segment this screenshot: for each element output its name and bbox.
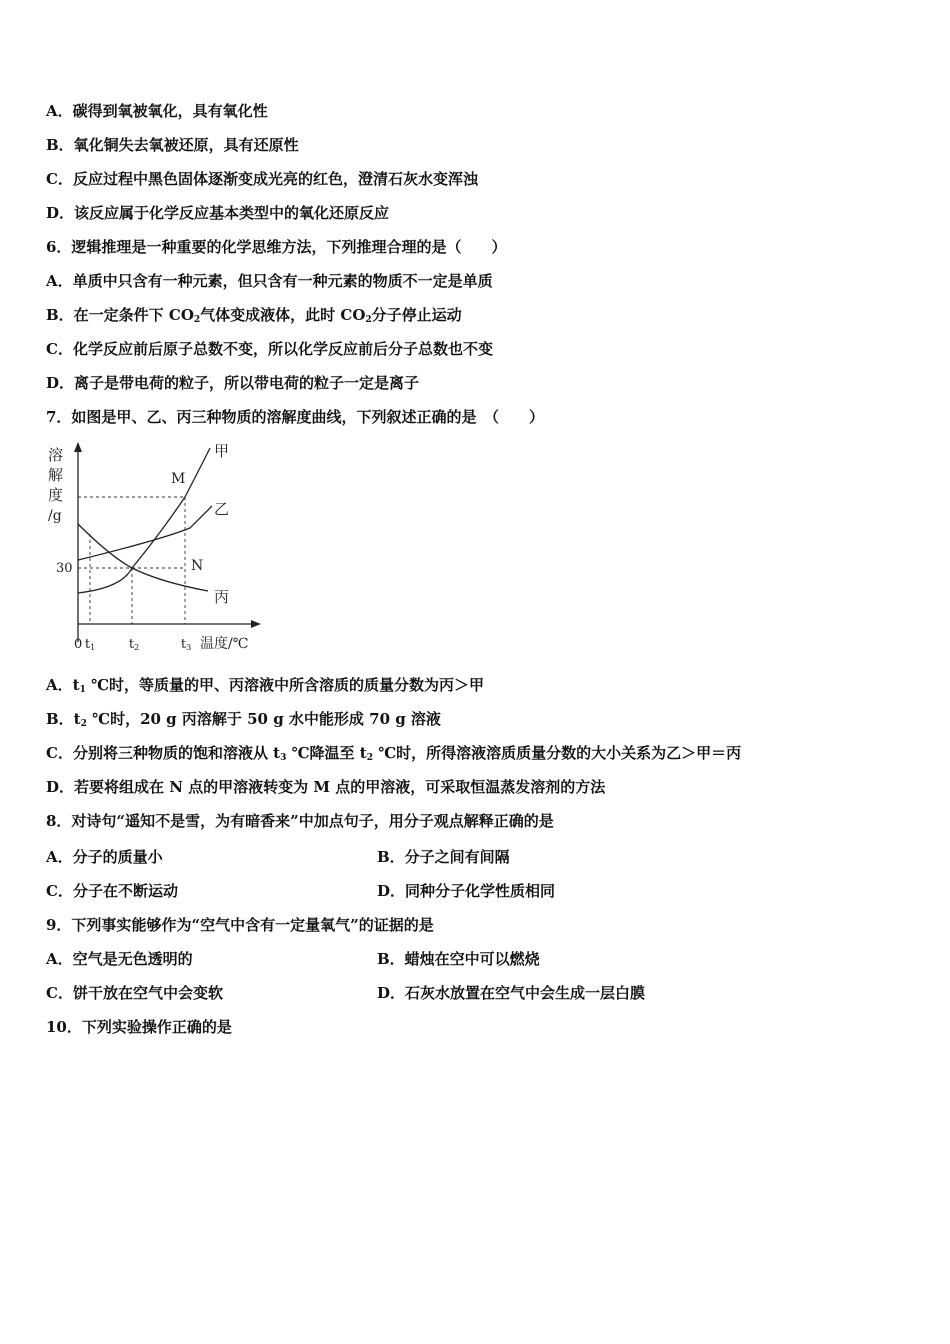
q6-option-d: D．离子是带电荷的粒子，所以带电荷的粒子一定是离子 xyxy=(46,374,420,392)
q8-option-d: D．同种分子化学性质相同 xyxy=(377,882,556,900)
point-label-m: M xyxy=(171,471,186,487)
q5-option-b: B．氧化铜失去氧被还原，具有还原性 xyxy=(46,136,299,154)
xtick-t1: t1 xyxy=(84,637,96,652)
q7-b-pre: B．t xyxy=(46,710,81,728)
q5-option-c: C．反应过程中黑色固体逐渐变成光亮的红色，澄清石灰水变浑浊 xyxy=(46,170,478,188)
q10-stem: 10．下列实验操作正确的是 xyxy=(46,1018,232,1036)
q6-b-post: 分子停止运动 xyxy=(371,306,462,324)
q7-c-sub1: 3 xyxy=(280,753,287,763)
q7-option-c xyxy=(46,743,741,768)
xlabel: 温度/℃ xyxy=(200,636,249,652)
q6-option-b xyxy=(46,305,462,330)
q7-c-mid: ℃降温至 t xyxy=(286,744,367,762)
ylabel-2: 度 xyxy=(48,486,64,504)
curve-bing xyxy=(78,524,208,591)
ylabel-1: 解 xyxy=(48,466,64,484)
q8-option-b: B．分子之间有间隔 xyxy=(377,848,510,866)
series-label-jia: 甲 xyxy=(214,442,230,460)
x-axis-arrow xyxy=(251,620,261,628)
q8-option-a: A．分子的质量小 xyxy=(46,848,163,866)
xtick-0: 0 xyxy=(74,637,83,652)
ylabel-3: /g xyxy=(48,508,62,524)
q7-c-sub2: 2 xyxy=(366,753,373,763)
q9-option-a: A．空气是无色透明的 xyxy=(46,950,193,968)
solubility-chart xyxy=(40,438,270,660)
series-label-yi: 乙 xyxy=(214,500,230,518)
q7-a-sub: 1 xyxy=(79,685,86,695)
q6-option-c: C．化学反应前后原子总数不变，所以化学反应前后分子总数也不变 xyxy=(46,340,493,358)
q6-b-mid: 气体变成液体，此时 CO xyxy=(200,306,366,324)
q5-option-a: A．碳得到氧被氧化，具有氧化性 xyxy=(46,102,268,120)
q7-c-pre: C．分别将三种物质的饱和溶液从 t xyxy=(46,744,281,762)
q7-a-pre: A．t xyxy=(46,676,80,694)
q9-stem: 9．下列事实能够作为“空气中含有一定量氧气”的证据的是 xyxy=(46,916,434,934)
q7-a-post: ℃时，等质量的甲、丙溶液中所含溶质的质量分数为丙＞甲 xyxy=(85,676,485,694)
q9-option-d: D．石灰水放置在空气中会生成一层白膜 xyxy=(377,984,646,1002)
y-axis-arrow xyxy=(74,442,82,452)
q5-option-d: D．该反应属于化学反应基本类型中的氧化还原反应 xyxy=(46,204,390,222)
q6-b-pre: B．在一定条件下 CO xyxy=(46,306,194,324)
q7-b-post: ℃时，20 g 丙溶解于 50 g 水中能形成 70 g 溶液 xyxy=(86,710,441,728)
q7-stem: 7．如图是甲、乙、丙三种物质的溶解度曲线，下列叙述正确的是 （ ） xyxy=(46,408,544,426)
q8-option-c: C．分子在不断运动 xyxy=(46,882,178,900)
q7-option-b xyxy=(46,709,441,734)
q6-b-sub2: 2 xyxy=(365,315,372,325)
q6-option-a: A．单质中只含有一种元素，但只含有一种元素的物质不一定是单质 xyxy=(46,272,493,290)
q7-option-a xyxy=(46,675,484,700)
xtick-t2: t2 xyxy=(128,637,140,652)
ylabel-0: 溶 xyxy=(48,446,64,464)
q7-c-post: ℃时，所得溶液溶质质量分数的大小关系为乙＞甲＝丙 xyxy=(372,744,742,762)
ytick-30: 30 xyxy=(56,561,73,576)
q6-stem: 6．逻辑推理是一种重要的化学思维方法，下列推理合理的是（ ） xyxy=(46,238,507,256)
xtick-t3: t3 xyxy=(180,637,192,652)
q6-b-sub1: 2 xyxy=(193,315,201,325)
series-label-bing: 丙 xyxy=(214,588,230,606)
q7-option-d: D．若要将组成在 N 点的甲溶液转变为 M 点的甲溶液，可采取恒温蒸发溶剂的方法 xyxy=(46,778,606,796)
q7-b-sub: 2 xyxy=(80,719,87,729)
q9-option-b: B．蜡烛在空中可以燃烧 xyxy=(377,950,540,968)
point-label-n: N xyxy=(191,558,204,574)
q8-stem: 8．对诗句“遥知不是雪，为有暗香来”中加点句子，用分子观点解释正确的是 xyxy=(46,812,554,830)
q9-option-c: C．饼干放在空气中会变软 xyxy=(46,984,223,1002)
